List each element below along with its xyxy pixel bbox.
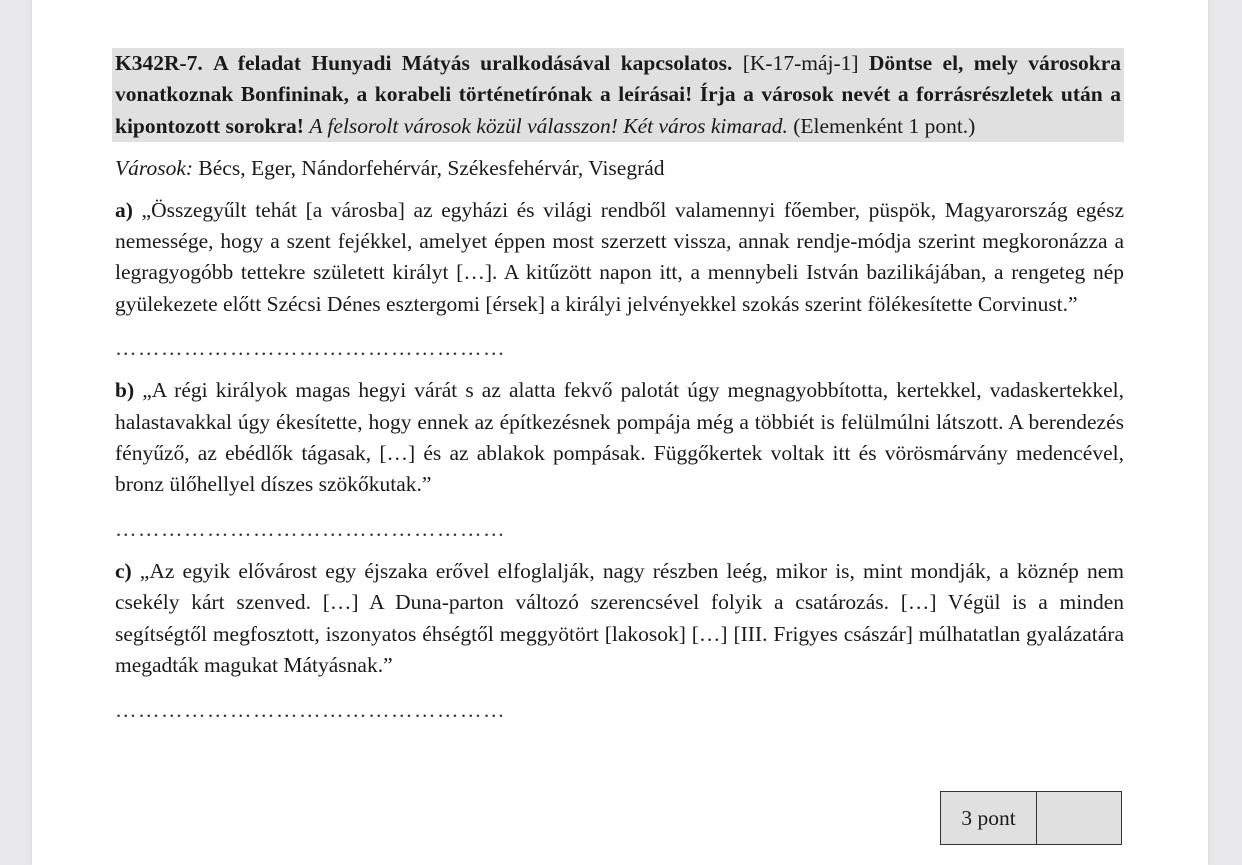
source-text: „A régi királyok magas hegyi várát s az alatta fekvő palotát úgy megnagyobbította, kertekkel, vadaskertekkel, halastavakkal úgy ékesítette, hogy ennek az építkezésnek pompája még a többiét is felülmúlni látszott. A berendezés fényűző, az ebédlők tágasak, […] és az ablakok pompásak. Függőkertek voltak itt és vörösmárvány medencével, bronz ülőhellyel díszes szökőkutak.” [115, 378, 1125, 497]
task-header [112, 48, 1124, 142]
document-page [32, 0, 1208, 865]
source-letter: b) [115, 378, 135, 403]
task-scoring: (Elemenként 1 pont.) [793, 113, 976, 138]
source-b [115, 375, 1124, 501]
source-letter: a) [115, 197, 133, 222]
score-box [940, 791, 1122, 845]
source-a [115, 195, 1124, 321]
task-instruction: Döntse el, mely városokra vonatkoznak Bonfininak, a korabeli történetírónak a leírásai! Írja a városok nevét a forrásrészletek után a kipontozott sorokra! [115, 51, 1122, 138]
score-field[interactable] [1037, 792, 1121, 844]
answer-line-c[interactable]: …………………………………………… [115, 697, 506, 722]
score-label: 3 pont [941, 792, 1037, 844]
task-content [112, 48, 1124, 727]
task-topic: A feladat Hunyadi Mátyás uralkodásával kapcsolatos. [213, 51, 733, 75]
answer-line-a[interactable]: …………………………………………… [115, 336, 506, 361]
task-code: K342R-7. [115, 51, 203, 75]
answer-line-b[interactable]: …………………………………………… [115, 516, 506, 541]
task-note: A felsorolt városok közül válasszon! Két város kimarad. [309, 113, 788, 138]
cities-label: Városok: [115, 156, 194, 181]
source-text: „Összegyűlt tehát [a városba] az egyházi és világi rendből valamennyi főember, püspök, Magyarország egész nemessége, hogy a szent fejékkel, amelyet éppen most szerzett vissza, annak rendje-módja szerint megkoronázza a legragyogóbb tettekre született királyt […]. A kitűzött napon itt, a mennybeli István bazilikájában, a rengeteg nép gyülekezete előtt Szécsi Dénes esztergomi [érsek] a királyi jelvényekkel szokás szerint fölékesítette Corvinust.” [115, 197, 1125, 316]
task-source-ref: [K-17-máj-1] [742, 51, 859, 75]
source-text: „Az egyik elővárost egy éjszaka erővel elfoglalják, nagy részben leég, mikor is, mint mondják, a köznép nem csekély kárt szenved. […] A Duna-parton változó szerencsével folyik a csatározás. […] Végül is a minden segítségtől megfosztott, iszonyatos éhségtől meggyötört [lakosok] […] [III. Frigyes császár] múlhatatlan gyalázatára megadták magukat Mátyásnak.” [115, 558, 1125, 678]
cities-values: Bécs, Eger, Nándorfehérvár, Székesfehérvár, Visegrád [198, 156, 665, 181]
cities-list [115, 153, 1124, 184]
source-c [115, 556, 1124, 682]
source-letter: c) [115, 558, 132, 583]
